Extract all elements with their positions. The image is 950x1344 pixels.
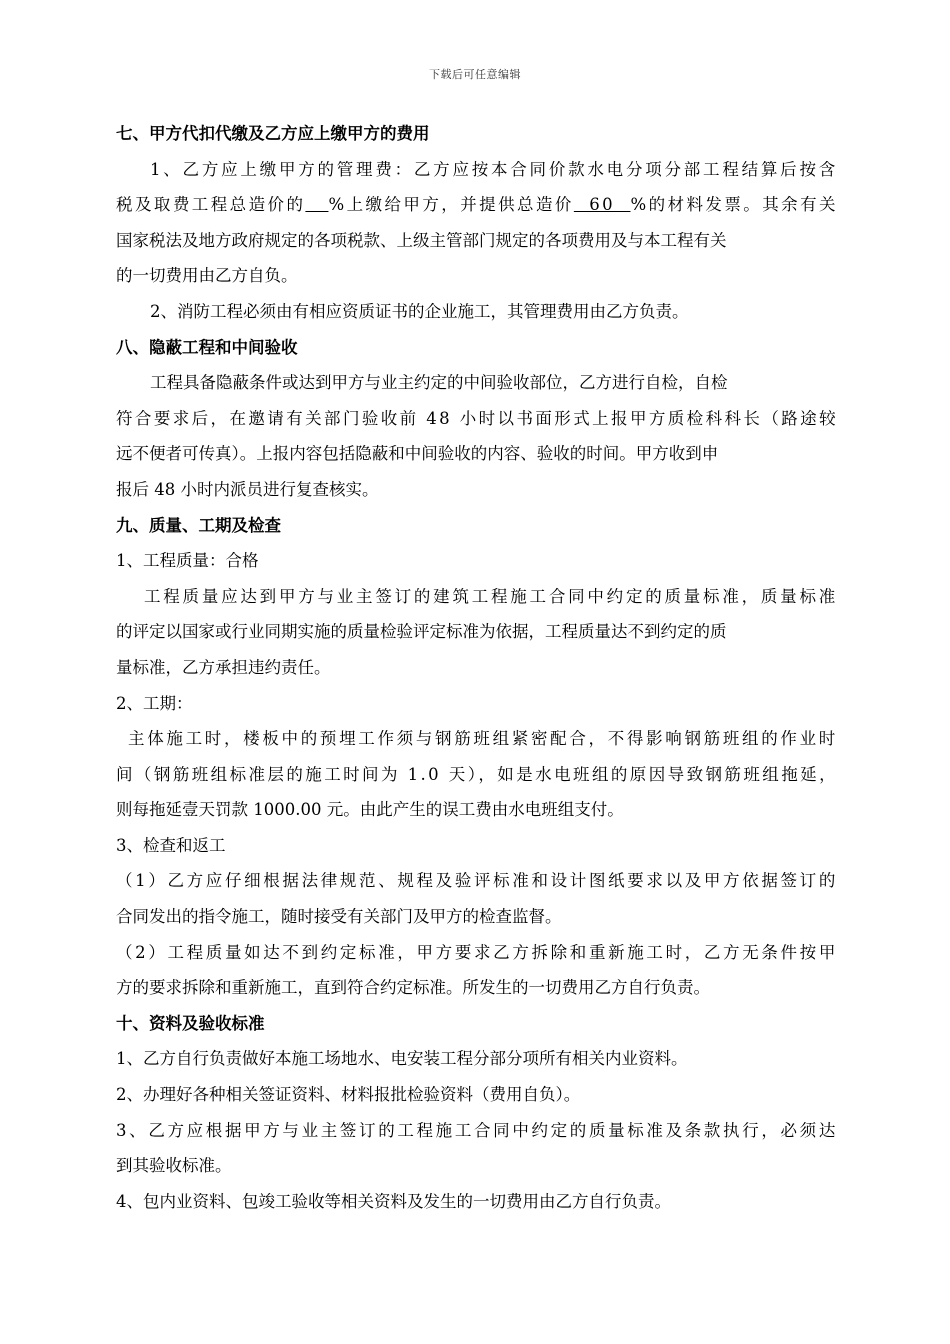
section-heading [116,330,838,366]
line-text: 国家税法及地方政府规定的各项税款、上级主管部门规定的各项费用及与本工程有关 [116,230,727,250]
line-text: 符合要求后，在邀请有关部门验收前 48 小时以书面形式上报甲方质检科科长（路途较 [116,408,838,428]
underlined-blank [305,195,328,214]
section-heading [116,508,838,544]
line-text: 的评定以国家或行业同期实施的质量检验评定标准为依据，工程质量达不到约定的质 [116,622,727,642]
line-text: 3、检查和返工 [116,835,226,855]
line-text: 七、甲方代扣代缴及乙方应上缴甲方的费用 [116,124,430,143]
text-line [116,863,838,899]
text-line [116,899,838,935]
line-text: 工程具备隐蔽条件或达到甲方与业主约定的中间验收部位，乙方进行自检，自检 [150,373,728,393]
text-line [116,258,838,294]
text-line [116,1113,838,1149]
line-text: 八、隐蔽工程和中间验收 [116,337,298,357]
text-line [116,1184,838,1220]
text-line [116,401,838,437]
line-text: 远不便者可传真）。上报内容包括隐蔽和中间验收的内容、验收的时间。甲方收到申 [116,444,719,464]
line-text: 合同发出的指令施工，随时接受有关部门及甲方的检查监督。 [116,907,562,927]
text-line [116,614,838,650]
text-line [116,294,838,330]
line-text: 1、乙方应上缴甲方的管理费：乙方应按本合同价款水电分项分部工程结算后按含 [150,159,838,179]
line-text: 1、乙方自行负责做好本施工场地水、电安装工程分部分项所有相关内业资料。 [116,1049,688,1069]
line-text: 报后 48 小时内派员进行复查核实。 [116,479,379,499]
line-text: 则每拖延壹天罚款 1000.00 元。由此产生的误工费由水电班组支付。 [116,800,624,820]
line-text: 的一切费用由乙方自负。 [116,266,298,286]
line-text: 3、乙方应根据甲方与业主签订的工程施工合同中约定的质量标准及条款执行，必须达 [116,1120,838,1140]
line-text: 九、质量、工期及检查 [116,515,281,535]
text-line [116,721,838,757]
text-line [116,223,838,259]
line-text: （2）工程质量如达不到约定标准，甲方要求乙方拆除和重新施工时，乙方无条件按甲 [116,942,838,962]
text-line [116,187,838,223]
document-body [116,116,838,1219]
text-segment: %的材料发票。其余有关 [630,195,838,215]
line-text: 2、办理好各种相关签证资料、材料报批检验资料（费用自负）。 [116,1085,581,1105]
text-line [116,935,838,971]
text-line [116,1148,838,1184]
line-text: （1）乙方应仔细根据法律规范、规程及验评标准和设计图纸要求以及甲方依据签订的 [116,871,838,891]
line-text: 到其验收标准。 [116,1156,232,1176]
text-line [116,970,838,1006]
line-text: 方的要求拆除和重新施工，直到符合约定标准。所发生的一切费用乙方自行负责。 [116,978,710,998]
line-text: 主体施工时，楼板中的预埋工作须与钢筋班组紧密配合，不得影响钢筋班组的作业时 [128,729,838,749]
text-line [116,436,838,472]
text-line [116,792,838,828]
line-text: 1、工程质量：合格 [116,551,259,571]
line-text: 量标准，乙方承担违约责任。 [116,657,331,677]
text-segment: 税及取费工程总造价的 [116,195,306,215]
text-line [116,1041,838,1077]
text-segment: %上缴给甲方，并提供总造价 [328,195,574,215]
section-heading [116,116,838,152]
line-text: 工程质量应达到甲方与业主签订的建筑工程施工合同中约定的质量标准，质量标准 [144,586,838,606]
text-line [116,650,838,686]
underlined-blank: 60 [573,195,631,215]
text-line [116,152,838,188]
text-line [116,472,838,508]
page-header: 下载后可任意编辑 [429,68,521,81]
text-line [116,828,838,864]
text-line [116,1077,838,1113]
line-text: 十、资料及验收标准 [116,1013,265,1033]
line-text: 2、消防工程必须由有相应资质证书的企业施工，其管理费用由乙方负责。 [150,301,689,321]
line-text: 间（钢筋班组标准层的施工时间为 1.0 天），如是水电班组的原因导致钢筋班组拖延， [116,764,838,784]
text-line [116,686,838,722]
line-text [116,187,838,223]
line-text: 2、工期： [116,693,193,713]
text-line [116,543,838,579]
line-text: 4、包内业资料、包竣工验收等相关资料及发生的一切费用由乙方自行负责。 [116,1191,671,1211]
text-line [116,757,838,793]
section-heading [116,1006,838,1042]
text-line [116,365,838,401]
text-line [116,579,838,615]
